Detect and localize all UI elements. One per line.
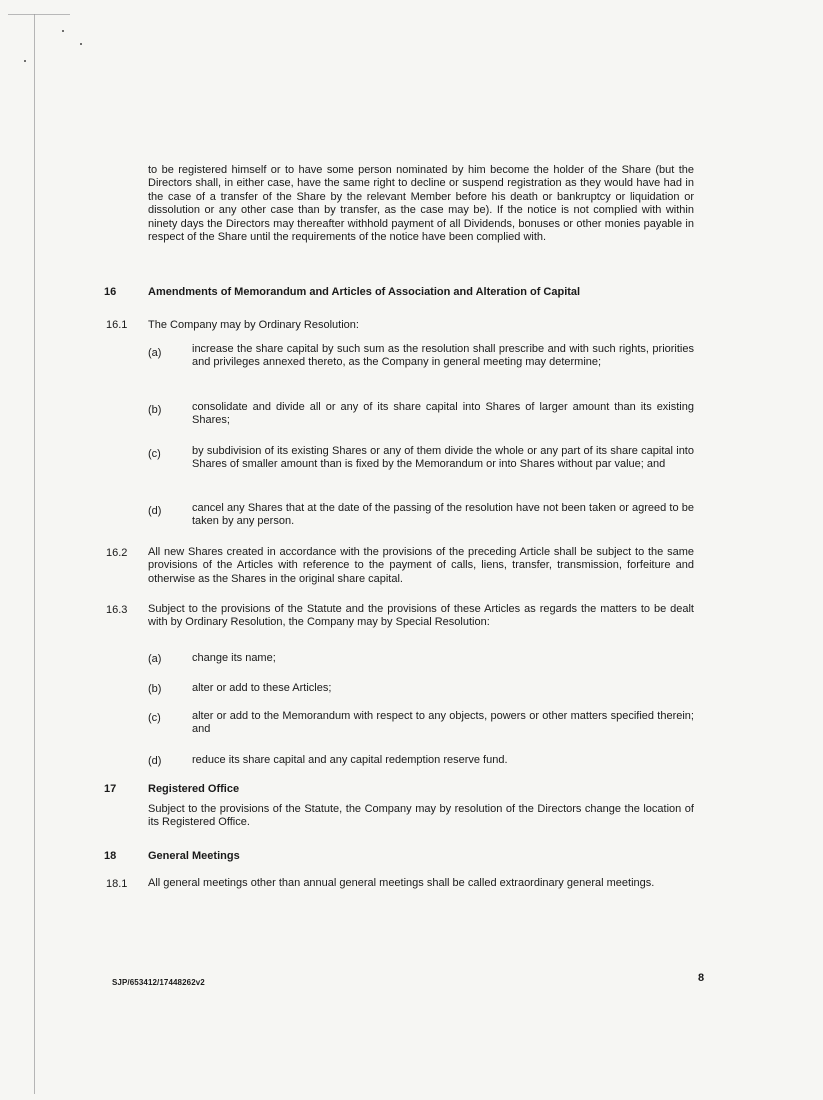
clause-16-3-text: Subject to the provisions of the Statute and the provisions of these Articles as regards the matters to be dealt with by Ordinary Resolution, the Company may by Special Resolution: [148, 603, 694, 629]
clause-16-3-a-text: change its name; [192, 652, 276, 664]
section-17-number: 17 [104, 783, 117, 795]
section-18-number: 18 [104, 850, 117, 862]
clause-16-1-c-label: (c) [148, 448, 161, 460]
clause-16-3-d-label: (d) [148, 755, 162, 767]
clause-16-2-number: 16.2 [106, 547, 128, 559]
scan-speck [80, 43, 82, 45]
clause-16-1-b-text: consolidate and divide all or any of its share capital into Shares of larger amount than its existing Shares; [192, 401, 694, 427]
clause-16-3-d-text: reduce its share capital and any capital redemption reserve fund. [192, 754, 508, 766]
clause-16-3-b-label: (b) [148, 683, 162, 695]
clause-16-1-a-label: (a) [148, 347, 162, 359]
clause-16-3-b-text: alter or add to these Articles; [192, 682, 332, 694]
clause-16-1-c-text: by subdivision of its existing Shares or any of them divide the whole or any part of its share capital into Shares of smaller amount than is fixed by the Memorandum or into Shares without par value; and [192, 445, 694, 471]
page-number: 8 [698, 972, 705, 984]
scan-speck [24, 60, 26, 62]
section-16-heading: Amendments of Memorandum and Articles of Association and Alteration of Capital [148, 286, 581, 298]
section-16-number: 16 [104, 286, 117, 298]
section-17-heading: Registered Office [148, 783, 240, 795]
clause-16-1-number: 16.1 [106, 319, 128, 331]
clause-16-3-number: 16.3 [106, 604, 128, 616]
section-17-text: Subject to the provisions of the Statute, the Company may by resolution of the Directors change the location of its Registered Office. [148, 803, 694, 829]
document-reference: SJP/653412/17448262v2 [112, 978, 205, 987]
clause-16-2-text: All new Shares created in accordance with the provisions of the preceding Article shall be subject to the same provisions of the Articles with reference to the payment of calls, liens, transfer, transmission, forfeiture and otherwise as the Shares in the original share capital. [148, 546, 694, 585]
clause-16-1-d-label: (d) [148, 505, 162, 517]
intro-paragraph: to be registered himself or to have some person nominated by him become the holder of the Share (but the Directors shall, in either case, have the same right to decline or suspend registration as they would have had in the case of a transfer of the Share by the relevant Member before his death or bankruptcy or liquidation or dissolution or any other case than by transfer, as the case may be). If the notice is not complied with within ninety days the Directors may thereafter withhold payment of all Dividends, bonuses or other monies payable in respect of the Share until the requirements of the notice have been complied with. [148, 164, 694, 244]
clause-18-1-number: 18.1 [106, 878, 128, 890]
clause-16-3-c-label: (c) [148, 712, 161, 724]
clause-16-1-text: The Company may by Ordinary Resolution: [148, 319, 359, 331]
clause-16-1-d-text: cancel any Shares that at the date of the passing of the resolution have not been taken or agreed to be taken by any person. [192, 502, 694, 528]
clause-16-1-a-text: increase the share capital by such sum as the resolution shall prescribe and with such rights, priorities and privileges annexed thereto, as the Company in general meeting may determine; [192, 343, 694, 369]
clause-16-1-b-label: (b) [148, 404, 162, 416]
clause-16-3-c-text: alter or add to the Memorandum with respect to any objects, powers or other matters specified therein; and [192, 710, 694, 736]
section-18-heading: General Meetings [148, 850, 240, 862]
clause-16-3-a-label: (a) [148, 653, 162, 665]
scan-speck [62, 30, 64, 32]
scan-edge-top [8, 14, 70, 15]
scan-edge-left [34, 14, 35, 1094]
clause-18-1-text: All general meetings other than annual general meetings shall be called extraordinary general meetings. [148, 877, 655, 889]
